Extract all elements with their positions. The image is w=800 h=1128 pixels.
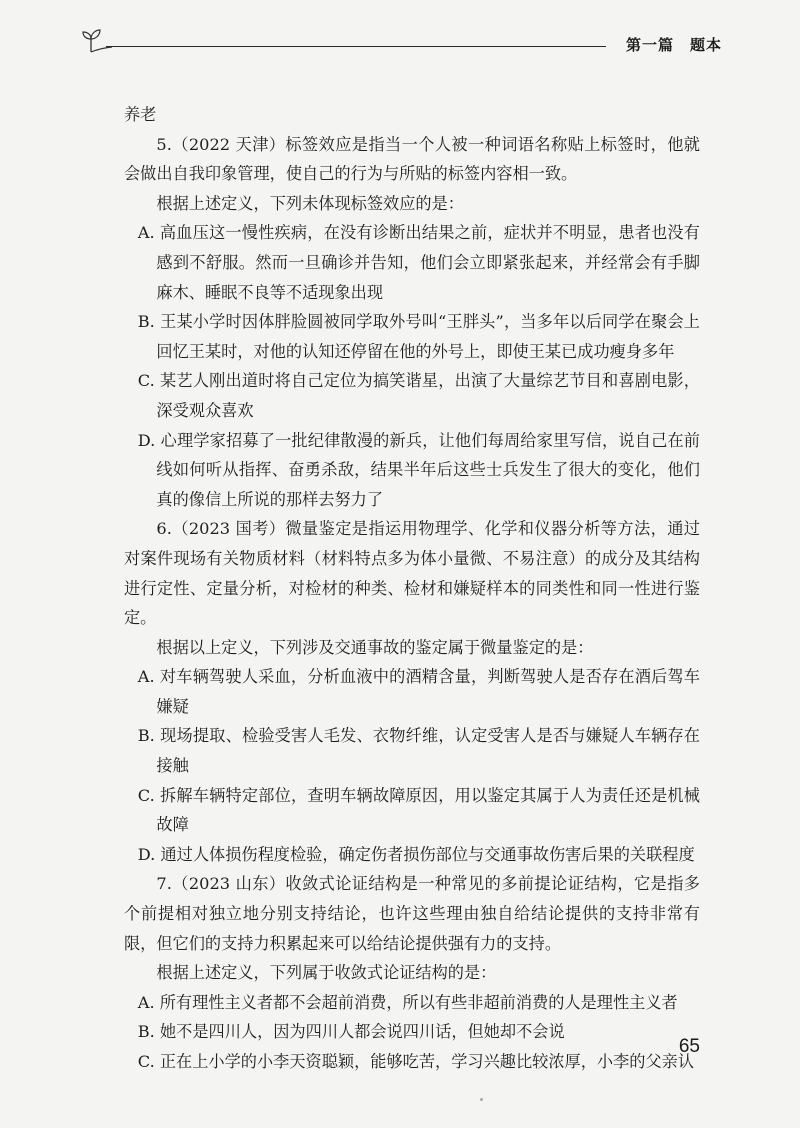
q6-stem: 根据以上定义，下列涉及交通事故的鉴定属于微量鉴定的是：: [156, 637, 594, 657]
page-header: [82, 28, 722, 58]
q6-option-a: A. 对车辆驾驶人采血，分析血液中的酒精含量，判断驾驶人是否存在酒后驾车嫌疑: [137, 667, 700, 716]
page-number: 65: [678, 1036, 700, 1057]
q5-option-a: A. 高血压这一慢性疾病，在没有诊断出结果之前，症状并不明显，患者也没有感到不舒服。然而一旦确诊并告知，他们会立即紧张起来，并经常会有手脚麻木、睡眠不良等不适现象出现: [137, 223, 700, 302]
q5-option-b: B. 王某小学时因体胖脸圆被同学取外号叫“王胖头”，当多年以后同学在聚会上回忆王某时，对他的认知还停留在他的外号上，即使王某已成功瘦身多年: [137, 312, 700, 361]
q7-option-b: B. 她不是四川人，因为四川人都会说四川话，但她却不会说: [137, 1022, 565, 1042]
q6-intro: 6.（2023 国考）微量鉴定是指运用物理学、化学和仪器分析等方法，通过对案件现场有关物质材料（材料特点多为体小量微、不易注意）的成分及其结构进行定性、定量分析，对检材的种类、检材和嫌疑样本的同类性和同一性进行鉴定。: [124, 519, 700, 628]
q6-option-c: C. 拆解车辆特定部位，查明车辆故障原因，用以鉴定其属于人为责任还是机械故障: [137, 785, 700, 835]
header-rule: [106, 46, 606, 47]
section-title: 第一篇 题本: [625, 36, 722, 54]
page-content: [124, 100, 700, 1077]
q7-stem: 根据上述定义，下列属于收敛式论证结构的是：: [156, 963, 497, 983]
q7-option-a: A. 所有理性主义者都不会超前消费，所以有些非超前消费的人是理性主义者: [137, 992, 678, 1012]
q5-option-c: C. 某艺人刚出道时将自己定位为搞笑谐星，出演了大量综艺节目和喜剧电影，深受观众喜欢: [137, 371, 700, 420]
q6-option-b: B. 现场提取、检验受害人毛发、衣物纤维，认定受害人是否与嫌疑人车辆存在接触: [137, 726, 700, 776]
continued-fragment: 养老: [124, 105, 157, 124]
q7-intro: 7.（2023 山东）收敛式论证结构是一种常见的多前提论证结构，它是指多个前提相对独立地分别支持结论，也许这些理由独自给结论提供的支持非常有限，但它们的支持力积累起来可以给结论提供强有力的支持。: [124, 874, 700, 953]
q5-stem: 根据上述定义，下列未体现标签效应的是：: [156, 193, 464, 213]
q5-intro: 5.（2022 天津）标签效应是指当一个人被一种词语名称贴上标签时，他就会做出自我印象管理，使自己的行为与所贴的标签内容相一致。: [124, 134, 700, 184]
q5-option-d: D. 心理学家招募了一批纪律散漫的新兵，让他们每周给家里写信，说自己在前线如何听从指挥、奋勇杀敌，结果半年后这些士兵发生了很大的变化，他们真的像信上所说的那样去努力了: [137, 430, 700, 509]
q6-option-d: D. 通过人体损伤程度检验，确定伤者损伤部位与交通事故伤害后果的关联程度: [137, 844, 695, 864]
sprout-icon: [82, 28, 112, 54]
scan-speck: [480, 1098, 483, 1101]
q7-option-c: C. 正在上小学的小李天资聪颖，能够吃苦，学习兴趣比较浓厚，小李的父亲认: [137, 1052, 695, 1071]
